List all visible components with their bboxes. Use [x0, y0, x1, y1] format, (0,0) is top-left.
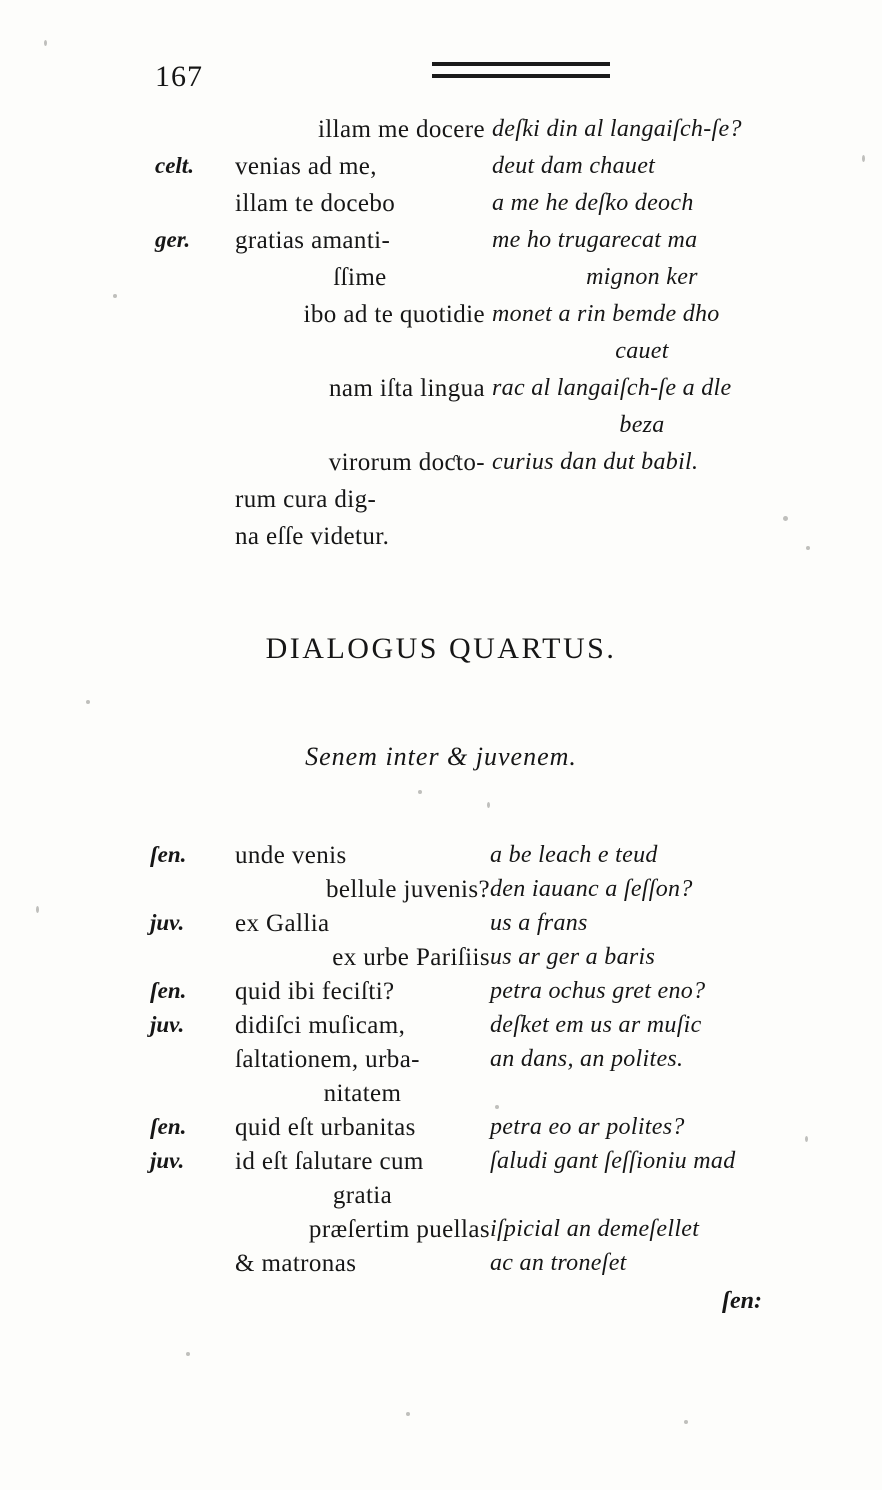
dialogue-line	[0, 1182, 882, 1216]
celtic-text: deſki din al langaiſch-ſe?	[492, 116, 742, 142]
paper-fleck	[806, 546, 810, 550]
header-rule-bottom	[432, 74, 610, 78]
latin-text: quid eſt urbanitas	[235, 1114, 416, 1141]
latin-text: venias ad me,	[235, 153, 377, 180]
dialogue-line	[0, 1250, 882, 1284]
celtic-text: curius dan dut babil.	[492, 449, 699, 475]
dialogue-line	[0, 1046, 882, 1080]
dialogue-line	[0, 227, 882, 264]
dialogue-two	[0, 842, 882, 1284]
dialogue-line	[0, 486, 882, 523]
dialogue-line	[0, 1114, 882, 1148]
paper-fleck	[783, 516, 788, 521]
latin-text: ex urbe Pariſiis	[332, 944, 490, 971]
dialogue-line	[0, 190, 882, 227]
celtic-text: me ho trugarecat ma	[492, 227, 698, 253]
paper-fleck	[36, 906, 39, 913]
dialogue-line	[0, 116, 882, 153]
dialogue-line	[0, 153, 882, 190]
latin-text: rum cura dig-	[235, 486, 377, 513]
celtic-text: beza	[619, 412, 665, 438]
paper-fleck	[487, 802, 490, 808]
celtic-text: mignon ker	[586, 264, 698, 290]
celtic-text: deſket em us ar muſic	[490, 1012, 702, 1038]
celtic-text: rac al langaiſch-ſe a dle	[492, 375, 732, 401]
speaker-label: juv.	[150, 1012, 185, 1037]
latin-text: ibo ad te quotidie	[303, 301, 485, 328]
celtic-text: petra ochus gret eno?	[490, 978, 706, 1004]
speaker-label: ſen.	[150, 1114, 187, 1139]
latin-text: illam me docere	[317, 116, 485, 143]
celtic-text: ſaludi gant ſeſſioniu mad	[490, 1148, 736, 1174]
dialogue-line	[0, 876, 882, 910]
speaker-label: juv.	[150, 910, 185, 935]
paper-fleck	[406, 1412, 410, 1416]
celtic-text: us a frans	[490, 910, 588, 936]
latin-text: nam iſta lingua	[329, 375, 485, 402]
header-rule-top	[432, 62, 610, 66]
paper-fleck	[805, 1136, 808, 1142]
latin-text: didiſci muſicam,	[235, 1012, 406, 1039]
celtic-text: monet a rin bemde dho	[492, 301, 720, 327]
paper-fleck	[44, 40, 47, 46]
paper-fleck	[418, 790, 422, 794]
celtic-text: deut dam chauet	[492, 153, 656, 179]
page-number: 167	[155, 60, 203, 93]
paper-fleck	[495, 1105, 499, 1109]
section-heading: DIALOGUS QUARTUS.	[265, 632, 617, 665]
dialogue-line	[0, 301, 882, 338]
latin-text: illam te docebo	[235, 190, 396, 217]
paper-fleck	[113, 294, 117, 298]
celtic-text: petra eo ar polites?	[490, 1114, 685, 1140]
latin-text: quid ibi feciſti?	[235, 978, 395, 1005]
dialogue-line	[0, 523, 882, 560]
dialogue-line	[0, 944, 882, 978]
latin-text: nitatem	[323, 1080, 402, 1107]
dialogue-one	[0, 116, 882, 560]
latin-text: gratia	[332, 1182, 393, 1209]
section-subtitle: Senem inter & juvenem.	[305, 742, 577, 771]
celtic-text: cauet	[615, 338, 669, 364]
dialogue-line	[0, 338, 882, 375]
paper-fleck	[684, 1420, 688, 1424]
speaker-label: juv.	[150, 1148, 185, 1173]
dialogue-line	[0, 375, 882, 412]
latin-text: ſaltationem, urba-	[235, 1046, 420, 1073]
dialogue-line	[0, 978, 882, 1012]
dialogue-line	[0, 1148, 882, 1182]
speaker-label: ger.	[155, 227, 191, 252]
paper-fleck	[186, 1352, 190, 1356]
celtic-text: an dans, an polites.	[490, 1046, 684, 1072]
speaker-label: ſen.	[150, 842, 187, 867]
dialogue-line	[0, 1080, 882, 1114]
celtic-text: a me he deſko deoch	[492, 190, 694, 216]
celtic-text: us ar ger a baris	[490, 944, 656, 970]
latin-text: unde venis	[235, 842, 347, 869]
dialogue-line	[0, 910, 882, 944]
celtic-text: a be leach e teud	[490, 842, 658, 868]
paper-fleck	[86, 700, 90, 704]
latin-text: bellule juvenis?	[326, 876, 490, 903]
dialogue-line	[0, 1012, 882, 1046]
latin-text: ex Gallia	[235, 910, 330, 937]
dialogue-line	[0, 264, 882, 301]
speaker-label: ſen.	[150, 978, 187, 1003]
speaker-label: celt.	[155, 153, 194, 178]
celtic-text: iſpicial an demeſellet	[490, 1216, 700, 1242]
latin-text: na eſſe videtur.	[235, 523, 390, 550]
dialogue-line	[0, 449, 882, 486]
dialogue-line	[0, 842, 882, 876]
latin-text: virorum doƈto-	[328, 449, 485, 476]
celtic-text: den iauanc a ſeſſon?	[490, 876, 693, 902]
latin-text: gratias amanti-	[235, 227, 391, 254]
latin-text: & matronas	[235, 1250, 357, 1277]
latin-text: id eſt ſalutare cum	[235, 1148, 424, 1175]
latin-text: præſertim puellas	[308, 1216, 490, 1243]
dialogue-line	[0, 412, 882, 449]
dialogue-line	[0, 1216, 882, 1250]
paper-fleck	[862, 155, 865, 162]
latin-text: ſſime	[333, 264, 387, 291]
catchword: ſen:	[722, 1288, 762, 1314]
celtic-text: ac an troneſet	[490, 1250, 627, 1276]
